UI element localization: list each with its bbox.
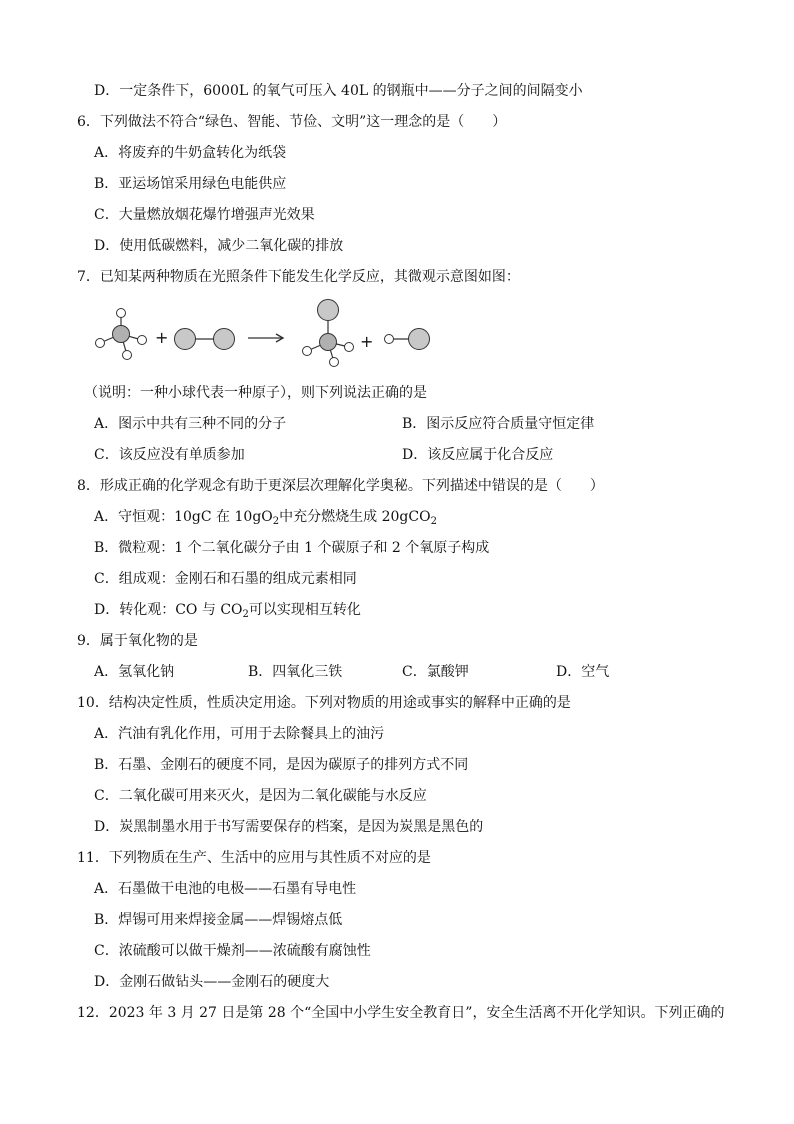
q8-option-a: A．守恒观：10gC 在 $10gO_2$中充分燃烧生成 20gCO$_2$: [94, 509, 437, 527]
q8-option-b: B．微粒观：1 个二氧化碳分子由 1 个碳原子和 2 个氧原子构成: [94, 540, 490, 556]
q6-option-a: A．将废弃的牛奶盒转化为纸袋: [94, 145, 287, 161]
q9-option-c: C．氯酸钾: [402, 664, 469, 680]
q9-stem: 9．属于氧化物的是: [77, 633, 198, 649]
q9-option-a: A．氢氧化钠: [94, 664, 175, 680]
product-molecule-1: [303, 300, 354, 367]
q8-option-d: D．转化观：CO 与 $CO_2$可以实现相互转化: [94, 602, 361, 620]
q11-option-b: B．焊锡可用来焊接金属——焊锡熔点低: [94, 912, 343, 928]
q7-note: （说明：一种小球代表一种原子），则下列说法正确的是: [84, 385, 427, 401]
q11-option-c: C．浓硫酸可以做干燥剂——浓硫酸有腐蚀性: [94, 943, 371, 959]
q12-stem: 12．2023 年 3 月 27 日是第 28 个“全国中小学生安全教育日”，安全生活离不开化学知识。下列正确的: [77, 1005, 725, 1021]
q7-option-c: C．该反应没有单质参加: [94, 447, 245, 463]
q6-option-d: D．使用低碳燃料，减少二氧化碳的排放: [94, 238, 344, 254]
q6-option-b: B．亚运场馆采用绿色电能供应: [94, 176, 287, 192]
q6-stem: 6．下列做法不符合“绿色、智能、节俭、文明”这一理念的是（ ）: [77, 114, 507, 130]
q8-option-c: C．组成观：金刚石和石墨的组成元素相同: [94, 571, 357, 587]
q11-stem: 11．下列物质在生产、生活中的应用与其性质不对应的是: [77, 850, 431, 866]
q9-options-row: [94, 662, 714, 682]
q6-option-c: C．大量燃放烟花爆竹增强声光效果: [94, 207, 315, 223]
q7-option-b: B．图示反应符合质量守恒定律: [402, 416, 595, 432]
plus-sign-2: +: [360, 332, 374, 351]
plus-sign-1: +: [155, 328, 169, 347]
molecule-1: [96, 309, 147, 360]
q10-option-c: C．二氧化碳可用来灭火，是因为二氧化碳能与水反应: [94, 788, 427, 804]
reaction-diagram: [88, 298, 448, 370]
q7-option-a: A．图示中共有三种不同的分子: [94, 416, 287, 432]
q11-option-d: D．金刚石做钻头——金刚石的硬度大: [94, 974, 330, 990]
q10-stem: 10．结构决定性质，性质决定用途。下列对物质的用途或事实的解释中正确的是: [77, 695, 571, 711]
q5-option-d: D．一定条件下，6000L 的氧气可压入 40L 的钢瓶中——分子之间的间隔变小: [94, 83, 583, 99]
q7-option-d: D．该反应属于化合反应: [402, 447, 554, 463]
q11-option-a: A．石墨做干电池的电极——石墨有导电性: [94, 881, 357, 897]
q9-option-d: D．空气: [556, 664, 610, 680]
q10-option-a: A．汽油有乳化作用，可用于去除餐具上的油污: [94, 726, 385, 742]
q7-options-row-2: [94, 445, 714, 465]
q10-option-b: B．石墨、金刚石的硬度不同，是因为碳原子的排列方式不同: [94, 757, 469, 773]
q7-stem: 7．已知某两种物质在光照条件下能发生化学反应，其微观示意图如图：: [77, 269, 520, 285]
q8-stem: 8．形成正确的化学观念有助于更深层次理解化学奥秘。下列描述中错误的是（ ）: [77, 478, 604, 494]
q9-option-b: B．四氧化三铁: [248, 664, 343, 680]
q7-options-row-1: [94, 414, 714, 434]
q10-option-d: D．炭黑制墨水用于书写需要保存的档案，是因为炭黑是黑色的: [94, 819, 484, 835]
